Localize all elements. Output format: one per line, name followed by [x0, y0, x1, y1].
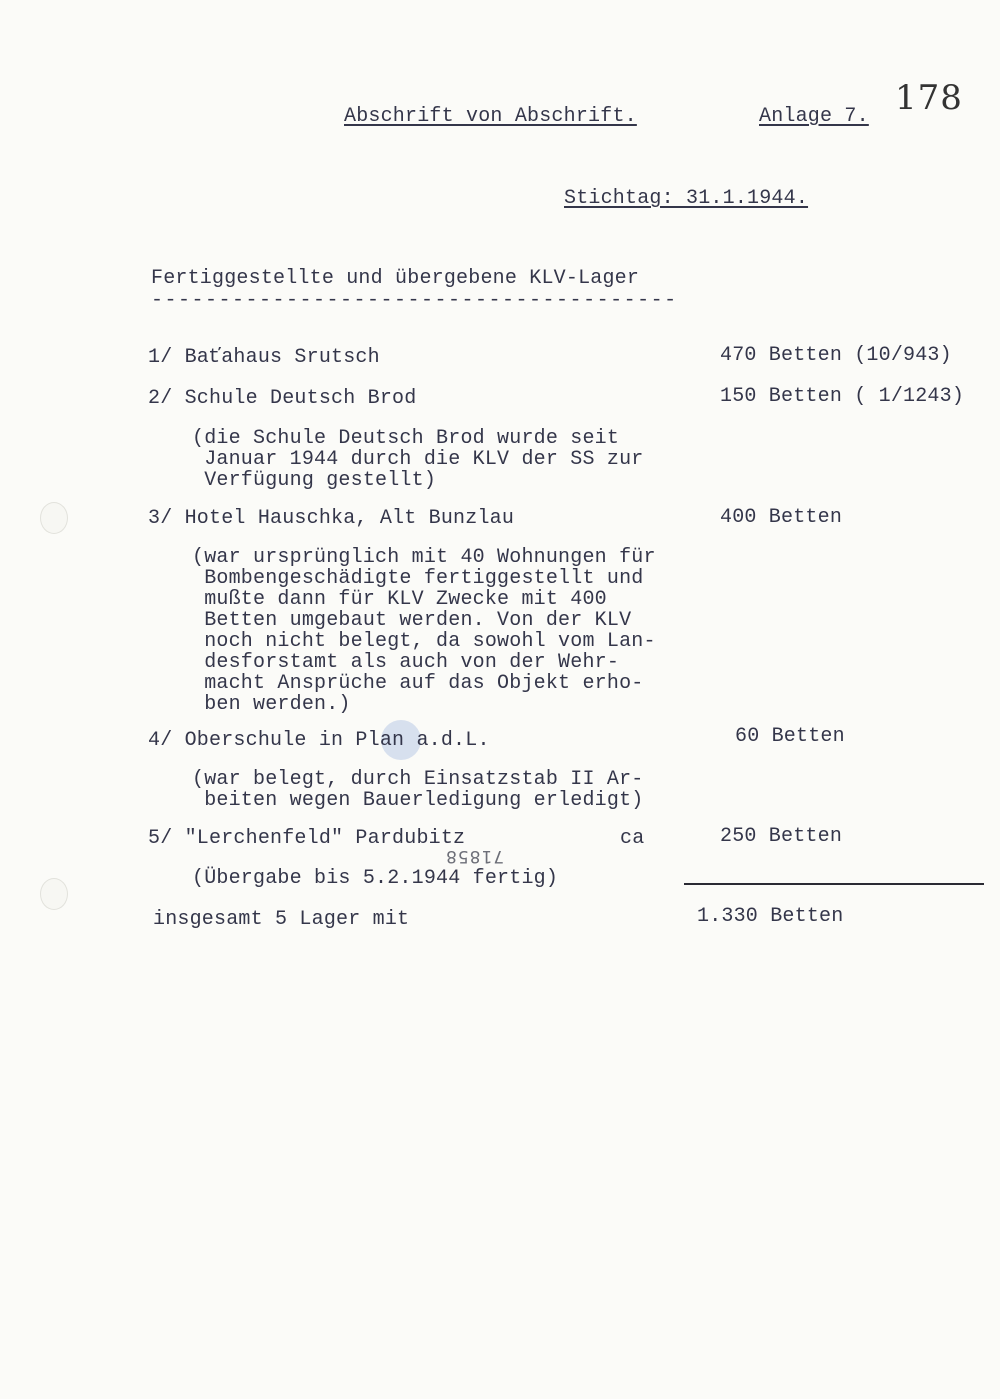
total-label: insgesamt 5 Lager mit — [153, 908, 410, 931]
entry-3-label: 3/ Hotel Hauschka, Alt Bunzlau — [148, 507, 515, 530]
entry-5-ca: ca — [620, 827, 645, 850]
punch-hole-top — [40, 502, 68, 534]
total-beds: 1.330 Betten — [697, 905, 844, 928]
stichtag-date: Stichtag: 31.1.1944. — [564, 187, 809, 210]
section-heading: Fertiggestellte und übergebene KLV-Lager — [151, 267, 640, 290]
entry-5-note: (Übergabe bis 5.2.1944 fertig) — [192, 867, 559, 890]
entry-3-beds: 400 Betten — [720, 506, 843, 529]
note-line: Betten umgebaut werden. Von der KLV — [192, 609, 632, 632]
note-line: Bombengeschädigte fertiggestellt und — [192, 567, 644, 590]
anlage-label: Anlage 7. — [759, 105, 869, 128]
note-line: desforstamt als auch von der Wehr- — [192, 651, 620, 674]
note-line: (die Schule Deutsch Brod wurde seit — [192, 427, 620, 450]
entry-1-beds: 470 Betten (10/943) — [720, 344, 952, 367]
punch-hole-bottom — [40, 878, 68, 910]
note-line: Verfügung gestellt) — [192, 469, 437, 492]
note-line: (war ursprünglich mit 40 Wohnungen für — [192, 546, 656, 569]
entry-2-label: 2/ Schule Deutsch Brod — [148, 387, 417, 410]
entry-1-label: 1/ Baťahaus Srutsch — [148, 346, 380, 369]
note-line: mußte dann für KLV Zwecke mit 400 — [192, 588, 607, 611]
entry-2-beds: 150 Betten ( 1/1243) — [720, 385, 965, 408]
entry-4-label: 4/ Oberschule in Plan a.d.L. — [148, 729, 490, 752]
sum-line — [684, 883, 984, 885]
note-line: macht Ansprüche auf das Objekt erho- — [192, 672, 644, 695]
note-line: (war belegt, durch Einsatzstab II Ar- — [192, 768, 644, 791]
note-line: ben werden.) — [192, 693, 351, 716]
page-number: 178 — [895, 78, 963, 118]
entry-4-beds: 60 Betten — [735, 725, 845, 748]
heading-rule: --------------------------------------- — [151, 289, 678, 312]
note-line: beiten wegen Bauerledigung erledigt) — [192, 789, 644, 812]
entry-5-beds: 250 Betten — [720, 825, 843, 848]
note-line: Januar 1944 durch die KLV der SS zur — [192, 448, 644, 471]
archive-stamp-number: 71858 — [445, 846, 505, 866]
document-title: Abschrift von Abschrift. — [344, 105, 637, 128]
entry-5-label: 5/ "Lerchenfeld" Pardubitz — [148, 827, 466, 850]
note-line: noch nicht belegt, da sowohl vom Lan- — [192, 630, 656, 653]
